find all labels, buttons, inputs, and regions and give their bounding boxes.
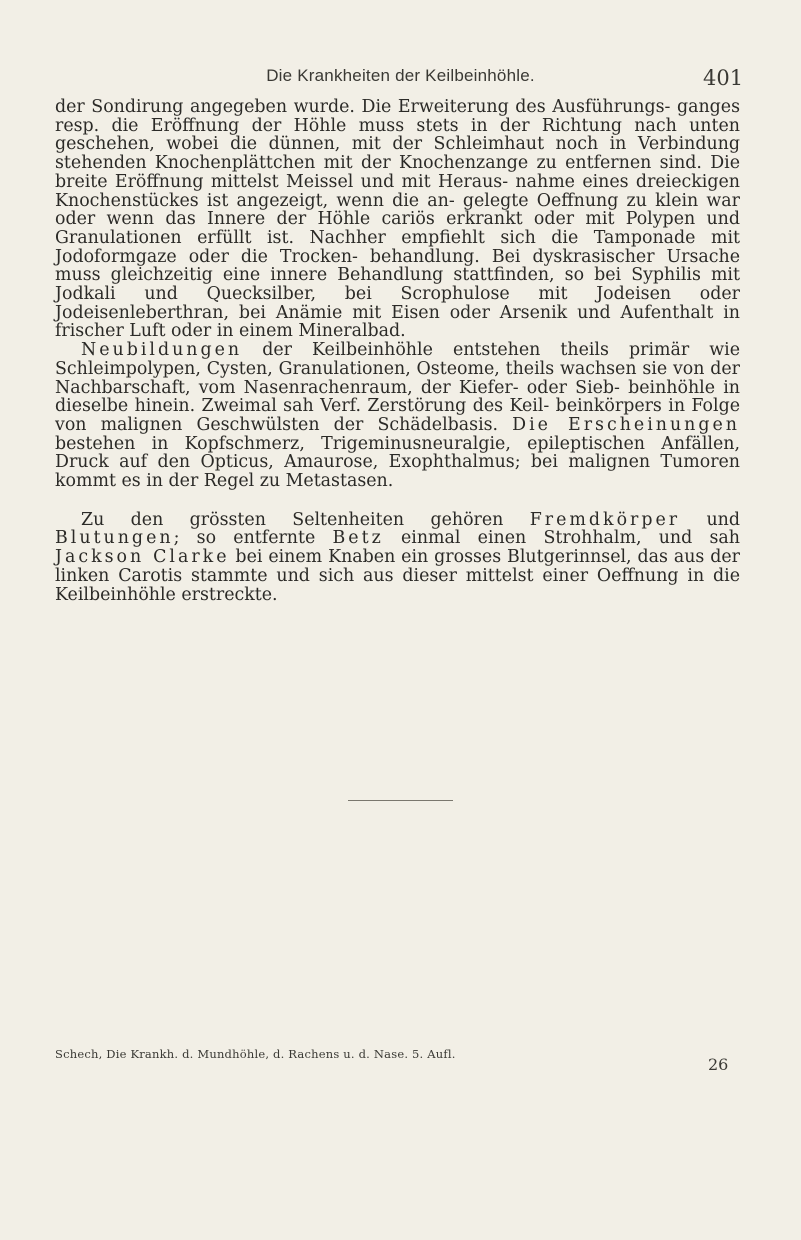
author-jackson-clarke: Jackson Clarke <box>55 547 230 568</box>
paragraph-neoplasms-text-b: bestehen in Kopfschmerz, Trigeminusneuralgie, epileptischen Anfällen, Druck auf den Opticus, Amaurose, Exophthalmus; bei malignen Tumoren kommt es in der Regel zu Metastasen. <box>55 433 740 492</box>
body-text <box>55 98 740 604</box>
term-blutungen: Blutungen <box>55 528 174 549</box>
running-head <box>0 66 801 92</box>
paragraph-foreign-bodies <box>55 511 740 605</box>
page-number: 401 <box>703 66 744 90</box>
paragraph-neoplasms <box>55 341 740 491</box>
paragraph-neoplasms-text-a: der Keilbeinhöhle entstehen theils primär wie Schleimpolypen, Cysten, Granulationen, Osteome, theils wachsen sie von der Nachbarschaft, vom Nasenrachenraum, der Kiefer- oder Sieb- beinhöhle in dieselbe hinein. Zweimal sah Verf. Zerstörung des Keil- beinkörpers in Folge von malignen Geschwülsten der Schädelbasis. <box>55 340 740 435</box>
signature-mark: 26 <box>708 1055 729 1074</box>
running-head-title: Die Krankheiten der Keilbeinhöhle. <box>266 66 535 85</box>
paragraph-foreign-text-a: Zu den grössten Seltenheiten gehören <box>81 509 530 530</box>
term-fremdkoerper: Fremdkörper <box>529 509 681 530</box>
term-neubildungen: Neubildungen <box>81 340 243 361</box>
paragraph-foreign-text-b: und <box>680 509 741 530</box>
paragraph-foreign-text-e: bei einem Knaben ein grosses Blutgerinnsel, das aus der linken Carotis stammte und sich aus dieser mittelst einer Oeffnung in die Keilbeinhöhle erstreckte. <box>55 547 740 605</box>
term-erscheinungen: Die Erscheinungen <box>512 414 740 435</box>
paragraph-foreign-text-c: ; so entfernte <box>173 528 333 549</box>
paragraph-foreign-text-d: einmal einen Strohhalm, und sah <box>383 528 740 549</box>
paragraph-gap <box>55 491 740 511</box>
paragraph-treatment: der Sondirung angegeben wurde. Die Erweiterung des Ausführungs- ganges resp. die Eröffnung der Höhle muss stets in der Richtung nach unten geschehen, wobei die dünnen, mit der Schleimhaut noch in Verbindung stehenden Knochenplättchen mit der Knochenzange zu entfernen sind. Die breite Eröffnung mittelst Meissel und mit Heraus- nahme eines dreieckigen Knochenstückes ist angezeigt, wenn die an- gelegte Oeffnung zu klein war oder wenn das Innere der Höhle cariös erkrankt oder mit Polypen und Granulationen erfüllt ist. Nachher empfiehlt sich die Tamponade mit Jodoformgaze oder die Trocken- behandlung. Bei dyskrasischer Ursache muss gleichzeitig eine innere Behandlung stattfinden, so bei Syphilis mit Jodkali und Quecksilber, bei Scrophulose mit Jodeisen oder Jodeisenleberthran, bei Anämie mit Eisen oder Arsenik und Aufenthalt in frischer Luft oder in einem Mineralbad. <box>55 97 740 342</box>
author-betz: Betz <box>332 528 384 549</box>
footer-source-line: Schech, Die Krankh. d. Mundhöhle, d. Rachens u. d. Nase. 5. Aufl. <box>55 1047 456 1061</box>
section-end-rule <box>348 800 453 801</box>
